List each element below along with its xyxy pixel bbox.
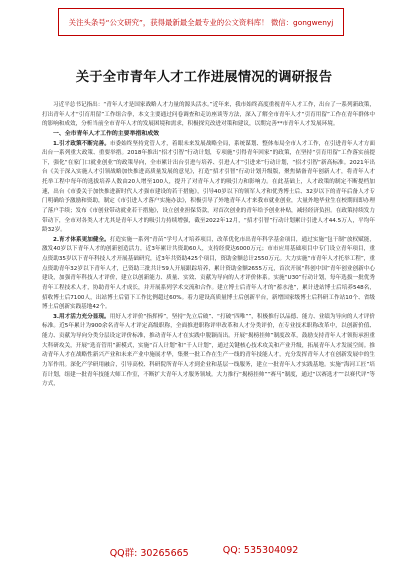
subsection-3-label: 3.用才活力充分显现。	[53, 313, 110, 320]
footer-qq: QQ: 535304092	[222, 545, 299, 556]
subsection-3-paragraph	[42, 313, 375, 390]
promo-banner-text: 关注头条号“公文研究”，获得最新最全最专业的公文资料库！ 微信：gongwenyj	[68, 17, 334, 27]
intro-paragraph: 习近平总书记指出：“青年人才是国家战略人才力量的源头活水。”近年来，我市始终高度重视青年人才工作，出台了一系列新政策，打出青年人才“引育用留”工作组合拳，本文主要通过问卷调查和走访座谈等方法，深入了解全市青年人才“引育用留”工作在青年群体中的影响和成效，分析当前全市青年人才的发展困境和需求，积极探究改进对策和建议，以期完善**市青年人才发展环境。	[42, 102, 375, 128]
promo-banner	[58, 8, 344, 36]
subsection-1-text: 市委始终坚持党管人才，着眼未来发展战略全局，系统谋划、整体布局全市人才工作，在引进青年人才方面出台一系列重大政策、重要举措。2018年推出“招才引智”行动计划，专项施“引得青年回家”的政策，在坚持“引育用留”工作落实前提下，强化“在家门口就业创业”的政策导向，全市累计出台引进与培养、引进人才“引进来”行动计划，“招才引智”新高标准。2021年出台《关于深入实施人才引领战略加快推进高质量发展的意见》，打造“招才引智”行动计划升级版，聚焦储备青年创新人才，将青年人才托举工程中每年的选拔培养人数由20人增至100人，提升了对青年人才的吸引力和影响力。在此基础上，人才政策的制定不断提档加速，出台《市委关于加快推进新时代人才强市建设的若干措施》，引导40岁以下的领军人才和优秀博士后、32岁以下的青年后备人才专门明确给予激励和资助，制定《市引进人才落户实施办法》，积极引导了外地青年人才来我市就业创业，大量外地毕业生在校期间即办理了落户手续；发布《市创业带动就业若干措施》，设立创业担保贷款，对首次创业的青年给予创业补贴，减轻经济负担。在政策持续发力带动下，全市对各类人才尤其是青年人才的吸引力持续增强，截至2022年12月，“招才引智”行动计划累计引进人才44.5万人，平均年龄32岁。	[42, 140, 375, 234]
subsection-1-label: 1.引才政策不断完善。	[53, 140, 110, 147]
subsection-2-text: 打造实施一系列“青苗”学号人才培养项目，改革优化市出青年科学基金项目，通过实施“包干制”放权赋能，激发40岁以下青年人才的创新创造活力，近3年累计共资助60人，支持经费达6000万元；市市应用基础项目中专门设立青年项目，重点资助35岁以下青年科技人才开展基础研究，近3年共资助425个项目，资助金额总计2550万元。大力实施“市青年人才托举工程”，重点资助青年32岁以下青年人才，已资助三批共计59人开展跟踪培养，累计资助金额2655万元，首次开展“科创中国”青年创业创新中心建设，加强青年科技人才评价，建立以创新能力、质量、实效、贡献为导向的人才评价体系。实施“U30”行动计划，每年选拔一批优秀青年工程技术人才，协助青年人才成长，并开展系列学术交流和合作。建立博士后青年人才的“蓄水池”，累计进站博士后培养548名，招收博士后7100人，出站博士后留下工作比例超过60%。着力建设高质量博士后创新平台，新增国家级博士后科研工作站10个、省级博士后创新实践基地42个。	[42, 236, 375, 311]
footer-qq-group: QQ群: 30265665	[109, 548, 189, 559]
document-title: 关于全市青年人才工作进展情况的调研报告	[75, 70, 333, 85]
subsection-2-label: 2.育才体系更加健全。	[53, 236, 110, 243]
section-1-heading: 一、全市青年人才工作的主要举措和成效	[53, 130, 160, 137]
subsection-3-text: 用好人才评价“指挥棒”，坚持“先立后破”、“打破“四唯””，积极推行以品德、能力、业绩为导向的人才评价标准。近5年累计为900余名青年人才评定高级职称，全面推进职称评审改革和人才分类评价，在专业技术职称改革中，以创新价值、能力、贡献为导向分类分层设定评价标准，推动青年人才在实践中脱颖而出。开展“揭榜挂帅”制度改革，鼓励支持青年人才领衔承担重大科研攻关，开展“选育管用”新模式，实施“百人计划”和“千人计划”，通过关键核心技术攻关和产业升级，拓展青年人才发展空间。推动青年人才在战略性新兴产业和未来产业中施展才华，集聚一批工作在生产一线的青年技能人才，充分发挥青年人才在创新发展中的生力军作用。深化产学研用融合，引导高校、科研院所青年人才到企业和基层一线服务，建立一批青年人才实践基地。实施“海河工匠”培育计划，组建一批青年技能大师工作室，不断扩大青年人才服务领域。大力推行“揭榜挂帅”“赛马”制度，通过“以赛选才”“以赛代评”等方式，	[42, 313, 375, 388]
subsection-1-paragraph	[42, 140, 375, 236]
document-body	[42, 101, 375, 390]
subsection-2-paragraph	[42, 236, 375, 313]
footer-contact	[0, 545, 408, 559]
